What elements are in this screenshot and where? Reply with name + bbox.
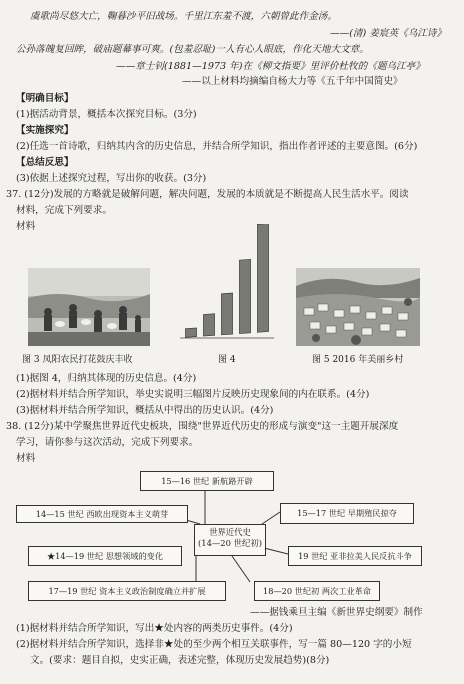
poem-source-2: ——章士钊(1881—1973 年)在《柳文指要》里评价杜牧的《题乌江亭》 (116, 61, 425, 72)
question-36-3: (3)依据上述探究过程，写出你的收获。(3分) (16, 173, 207, 184)
heading-reflect: 【总结反思】 (16, 157, 74, 168)
node-colonial-plunder: 15—17 世纪 早期殖民掠夺 (280, 503, 414, 524)
question-38-stem-2: 学习，请你参与这次活动，完成下列要求。 (16, 437, 199, 448)
heading-explore: 【实施探究】 (16, 125, 74, 136)
chart-bar (203, 314, 214, 336)
poem-line-2: 公孙落魄复回眸，破庙题幕事可爽。(包羞忍耻)一人有心人眼底，作化天地大文章。 (16, 44, 369, 55)
question-36-1: (1)据活动背景，概括本次探究目标。(3分) (16, 109, 197, 120)
node-ideological-change: ★14—19 世纪 思想领域的变化 (28, 546, 182, 566)
chart-bar (221, 293, 232, 335)
photo-beautiful-village-2016 (296, 268, 420, 346)
node-new-sea-routes: 15—16 世纪 新航路开辟 (140, 471, 274, 491)
caption-figure-3: 图 3 凤阳农民打花鼓庆丰收 (22, 355, 133, 365)
question-37-stem-2: 材料，完成下列要求。 (16, 205, 112, 216)
chart-bar (257, 224, 268, 332)
poem-source-3: ——以上材料均摘编自杨大力等《五千年中国简史》 (182, 76, 403, 87)
figure-4-chart (176, 224, 276, 348)
material-label-38: 材料 (16, 453, 36, 464)
question-37-3: (3)据材料并结合所学知识，概括从中得出的历史认识。(4分) (16, 405, 274, 416)
photo-fengyang-farmers (28, 268, 150, 346)
material-label-37: 材料 (16, 221, 36, 232)
question-37-stem: 37. (12分)发展的方略就是破解问题，解决问题，发展的本质就是不断提高人民生活水平。阅读 (6, 189, 409, 200)
center-period: (14—20 世纪初) (197, 538, 262, 549)
heading-objective: 【明确目标】 (16, 93, 74, 104)
question-38-1: (1)据材料并结合所学知识，写出★处内容的两类历史事件。(4分) (16, 623, 293, 634)
question-37-1: (1)据图 4，归纳其体现的历史信息。(4分) (16, 373, 197, 384)
question-38-2-line-2: 文。(要求：题目自拟，史实正确，表述完整，体现历史发展趋势)(8分) (30, 655, 330, 666)
caption-figure-5: 图 5 2016 年美丽乡村 (312, 355, 404, 365)
center-title: 世界近代史 (209, 527, 251, 537)
node-center-modern-world-history (194, 524, 266, 556)
question-38-2-line-1: (2)据材料并结合所学知识，选择非★处的至少两个相互关联事件，写一篇 80—120 字的小短 (16, 639, 412, 650)
question-37-2: (2)据材料并结合所学知识，举史实说明三幅图片反映历史现象间的内在联系。(4分) (16, 389, 370, 400)
chart-bar (185, 328, 196, 337)
caption-figure-4: 图 4 (218, 355, 236, 365)
node-resistance-struggles: 19 世纪 亚非拉美人民反抗斗争 (288, 546, 422, 566)
node-industrial-revolutions: 18—20 世纪初 两次工业革命 (254, 581, 380, 601)
chart-bar (239, 259, 250, 333)
node-capitalism-sprouts: 14—15 世纪 西欧出现资本主义萌芽 (16, 505, 188, 523)
node-capitalist-political-system: 17—19 世纪 资本主义政治制度确立并扩展 (28, 581, 226, 601)
map-source: ——据钱乘旦主编《新世界史纲要》制作 (250, 607, 423, 618)
question-38-stem: 38. (12分)某中学聚焦世界近代史板块，围绕"世界近代历史的形成与演变"这一主题开展深度 (6, 421, 399, 432)
poem-source-1: ——(清) 姜宸英《乌江诗》 (330, 28, 447, 39)
question-36-2: (2)任选一首诗歌，归纳其内含的历史信息，并结合所学知识，指出作者评述的主要意图。(6分) (16, 141, 418, 152)
poem-line-1: 虞歌尚尽悠大亡，鞠暮沙平旧战场。千里江东羞不渡，六朝曾此作金汤。 (30, 11, 337, 22)
